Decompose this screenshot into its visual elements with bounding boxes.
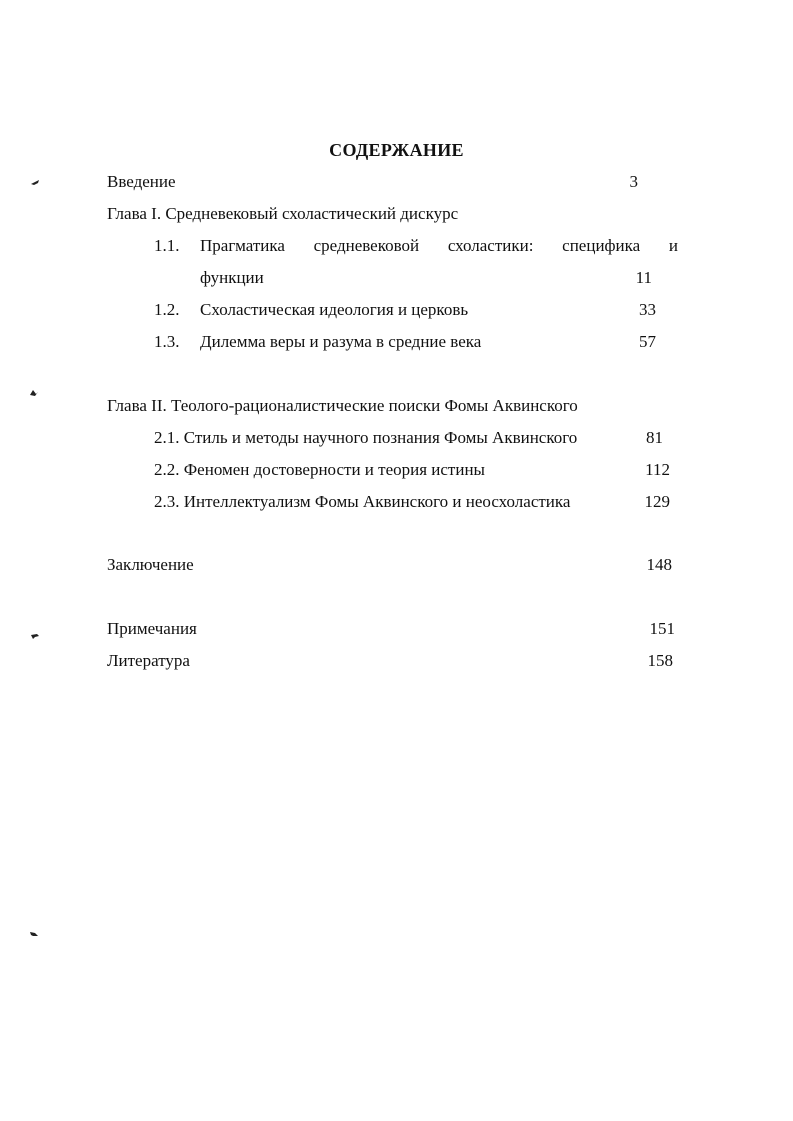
- toc-section-2-3: 2.3. Интеллектуализм Фомы Аквинского и неосхоластика: [154, 492, 571, 511]
- toc-section-number: 1.2.: [154, 300, 180, 319]
- scan-speck-mark: [29, 930, 39, 938]
- toc-chapter-2: Глава II. Теолого-рационалистические поиски Фомы Аквинского: [107, 396, 578, 415]
- toc-section-1-1-continuation: функции: [200, 268, 264, 287]
- toc-chapter-1: Глава I. Средневековый схоластический дискурс: [107, 204, 459, 223]
- scan-speck-mark: [29, 389, 39, 397]
- toc-word: и: [668, 236, 678, 255]
- toc-word: Прагматика: [200, 236, 285, 255]
- toc-section-number: 1.1.: [154, 236, 180, 255]
- toc-word: средневековой: [313, 236, 420, 255]
- toc-entry-notes: Примечания: [107, 619, 197, 638]
- toc-page-2-1: 81: [646, 428, 663, 447]
- toc-section-1-2: Схоластическая идеология и церковь: [200, 300, 469, 319]
- toc-page-literature: 158: [647, 651, 673, 670]
- toc-section-2-1: 2.1. Стиль и методы научного познания Фомы Аквинского: [154, 428, 578, 447]
- toc-entry-intro: Введение: [107, 172, 176, 191]
- toc-page-2-3: 129: [644, 492, 670, 511]
- toc-page-intro: 3: [629, 172, 638, 191]
- toc-section-1-3: Дилемма веры и разума в средние века: [200, 332, 482, 351]
- toc-entry-conclusion: Заключение: [107, 555, 194, 574]
- toc-page-conclusion: 148: [646, 555, 672, 574]
- toc-word: специфика: [562, 236, 641, 255]
- scan-speck-mark: [30, 179, 40, 187]
- toc-page-notes: 151: [649, 619, 675, 638]
- toc-title: СОДЕРЖАНИЕ: [329, 140, 464, 160]
- toc-section-1-1: [200, 236, 678, 256]
- toc-page-1-1: 11: [635, 268, 652, 287]
- toc-entry-literature: Литература: [107, 651, 190, 670]
- toc-page-2-2: 112: [645, 460, 670, 479]
- scan-speck-mark: [30, 632, 40, 640]
- toc-page-1-3: 57: [639, 332, 656, 351]
- toc-word: схоластики:: [447, 236, 534, 255]
- toc-page-1-2: 33: [639, 300, 656, 319]
- toc-section-number: 1.3.: [154, 332, 180, 351]
- toc-section-2-2: 2.2. Феномен достоверности и теория истины: [154, 460, 485, 479]
